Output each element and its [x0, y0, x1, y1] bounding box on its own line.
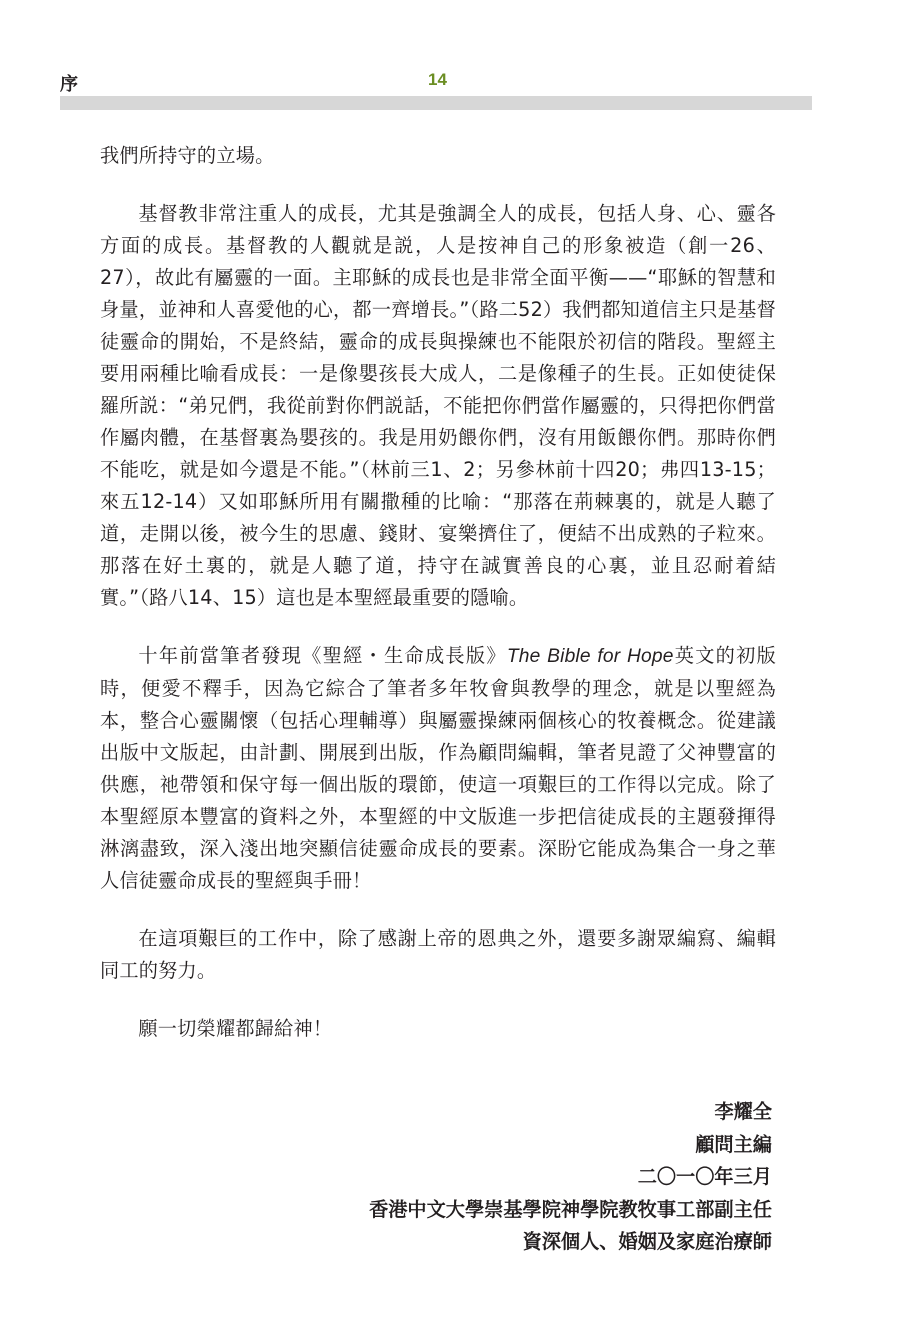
signature-affiliation: 香港中文大學崇基學院神學院教牧事工部副主任: [369, 1197, 772, 1221]
body-text: [100, 140, 776, 1045]
paragraph-3: [100, 640, 776, 897]
signature-role: 顧問主編: [695, 1132, 772, 1156]
paragraph-3-lead: 十年前當筆者發現《聖經・生命成長版》: [138, 644, 507, 667]
english-book-title: The Bible for Hope: [506, 646, 674, 667]
paragraph-3-rest: 英文的初版時，便愛不釋手，因為它綜合了筆者多年牧會與教學的理念，就是以聖經為本，整合心靈關懷（包括心理輔導）與屬靈操練兩個核心的牧養概念。從建議出版中文版起，由計劃、開展到出版，作為顧問編輯，筆者見證了父神豐富的供應，祂帶領和保守每一個出版的環節，使這一項艱巨的工作得以完成。除了本聖經原本豐富的資料之外，本聖經的中文版進一步把信徒成長的主題發揮得淋漓盡致，深入淺出地突顯信徒靈命成長的要素。深盼它能成為集合一身之華人信徒靈命成長的聖經與手冊！: [100, 644, 776, 892]
paragraph-gap: [100, 897, 776, 923]
header-divider-bar: [60, 96, 812, 110]
paragraph-5: 願一切榮耀都歸給神！: [138, 1017, 333, 1040]
paragraph-2: 基督教非常注重人的成長，尤其是強調全人的成長，包括人身、心、靈各方面的成長。基督教的人觀就是説，人是按神自己的形象被造（創一26、27），故此有屬靈的一面。主耶穌的成長也是非常全面平衡——“耶穌的智慧和身量，並神和人喜愛他的心，都一齊增長。”（路二52）我們都知道信主只是基督徒靈命的開始，不是終結，靈命的成長與操練也不能限於初信的階段。聖經主要用兩種比喻看成長：一是像嬰孩長大成人，二是像種子的生長。正如使徒保羅所説：“弟兄們，我從前對你們説話，不能把你們當作屬靈的，只得把你們當作屬肉體，在基督裏為嬰孩的。我是用奶餵你們，沒有用飯餵你們。那時你們不能吃，就是如今還是不能。”（林前三1、2；另參林前十四20；弗四13-15；來五12-14）又如耶穌所用有關撒種的比喻：“那落在荊棘裏的，就是人聽了道，走開以後，被今生的思慮、錢財、宴樂擠住了，便結不出成熟的子粒來。那落在好土裏的，就是人聽了道，持守在誠實善良的心裏，並且忍耐着結實。”（路八14、15）這也是本聖經最重要的隱喻。: [100, 202, 776, 609]
signature-name: 李耀全: [714, 1100, 772, 1123]
paragraph-gap: [100, 172, 776, 198]
section-label: 序: [60, 74, 78, 95]
signature-title: 資深個人、婚姻及家庭治療師: [522, 1230, 772, 1253]
paragraph-4: 在這項艱巨的工作中，除了感謝上帝的恩典之外，還要多謝眾編寫、編輯同工的努力。: [100, 927, 776, 982]
page-header: [60, 66, 812, 96]
paragraph-1: 我們所持守的立場。: [100, 144, 275, 167]
signature-date: 二〇一〇年三月: [637, 1165, 772, 1188]
signature-block: [369, 1096, 772, 1259]
paragraph-gap: [100, 614, 776, 640]
paragraph-gap: [100, 987, 776, 1013]
page-number: 14: [428, 70, 447, 89]
